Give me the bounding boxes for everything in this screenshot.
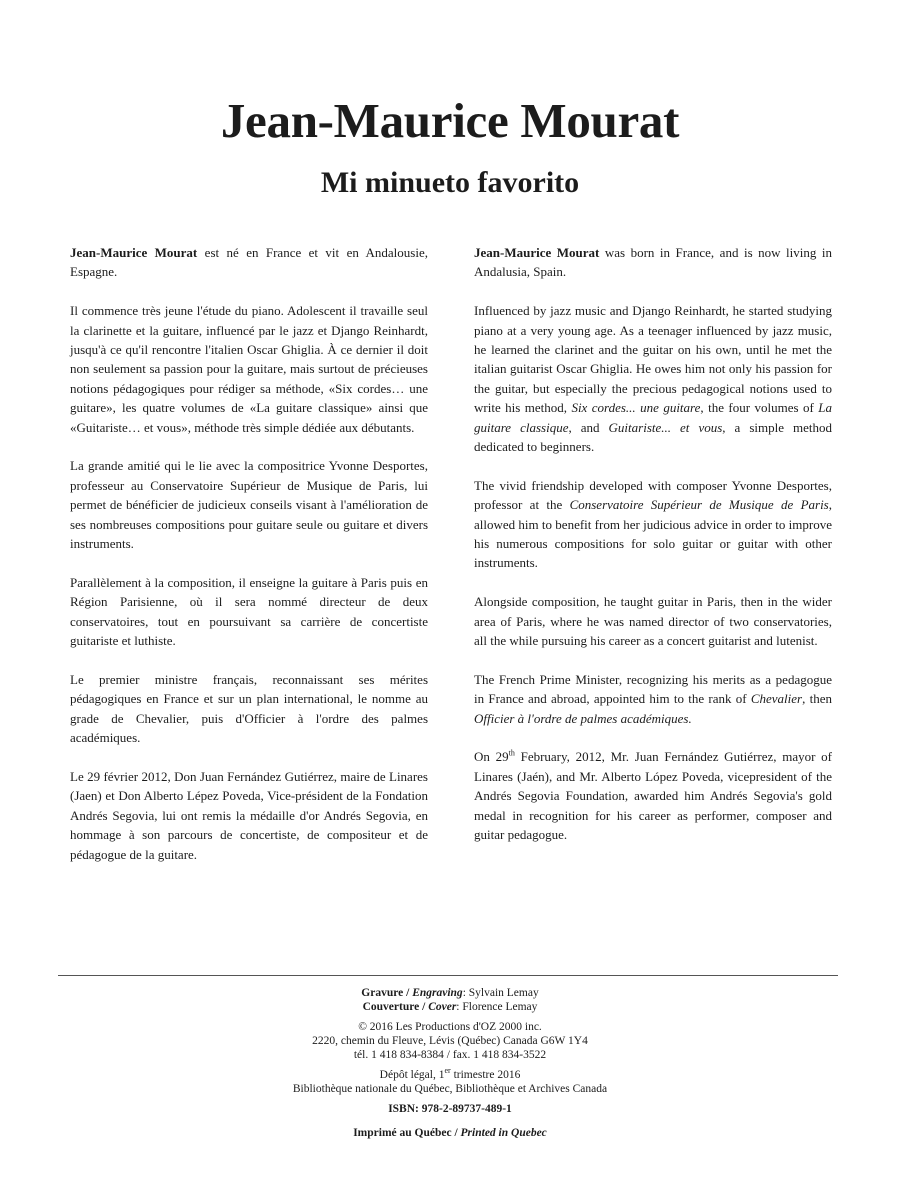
credits-block — [0, 986, 900, 1140]
french-paragraph-1: Jean-Maurice Mourat est né en France et vit en Andalousie, Espagne. — [70, 245, 428, 280]
english-paragraph-4: Alongside composition, he taught guitar in Paris, then in the wider area of Paris, where he was named director of two conservatories, all the while pursuing his career as a concert guitarist and lutenist. — [474, 594, 832, 649]
english-paragraph-3: The vivid friendship developed with composer Yvonne Desportes, professor at the Conservatoire Supérieur de Musique de Paris, allowed him to benefit from her judicious advice in order to improve his numerous compositions for solo guitar or guitar with other instruments. — [474, 477, 832, 571]
page-subtitle: Mi minueto favorito — [320, 166, 580, 199]
credits-divider — [58, 975, 838, 976]
engraving-credit: Gravure / Engraving: Sylvain Lemay — [361, 987, 539, 999]
english-author-name: Jean-Maurice Mourat — [474, 245, 600, 260]
french-paragraph-5: Le premier ministre français, reconnaissant ses mérites pédagogiques en France et sur un plan international, le nomme au grade de Chevalier, puis d'Officier à l'ordre des palmes académiques. — [70, 671, 428, 746]
publisher-address: 2220, chemin du Fleuve, Lévis (Québec) Canada G6W 1Y4 — [312, 1035, 588, 1047]
printed-in: Imprimé au Québec / Printed in Quebec — [353, 1127, 547, 1139]
french-author-name: Jean-Maurice Mourat — [70, 245, 198, 260]
french-paragraph-4: Parallèlement à la composition, il enseigne la guitare à Paris puis en Région Parisienne, où il sera nommé directeur de deux conservatoires, tout en poursuivant sa carrière de concertiste guitariste et luthiste. — [70, 574, 428, 649]
english-biography-column — [474, 243, 832, 864]
english-paragraph-5: The French Prime Minister, recognizing his merits as a pedagogue in France and abroad, appointed him to the rank of Chevalier, then Officier à l'ordre de palmes académiques. — [474, 671, 832, 726]
legal-deposit: Dépôt légal, 1er trimestre 2016 — [379, 1066, 521, 1081]
french-paragraph-2: Il commence très jeune l'étude du piano. Adolescent il travaille seul la clarinette et la guitare, influencé par le jazz et Django Reinhardt, jusqu'à ce qu'il rencontre l'italien Oscar Ghiglia. À ce dernier il doit non seulement sa passion pour la guitare, mais surtout de précieuses notions pédagogiques pour rédiger sa méthode, «Six cordes… une guitare», les quatre volumes de «La guitare classique» ainsi que «Guitariste… et vous», méthode très simple dédiée aux débutants. — [70, 303, 428, 435]
french-paragraph-3: La grande amitié qui le lie avec la compositrice Yvonne Desportes, professeur au Conservatoire Supérieur de Musique de Paris, lui permet de bénéficier de judicieux conseils visant à l'amélioration de ses nombreuses compositions pour guitare seule ou guitare et divers instruments. — [70, 458, 428, 552]
page-title: Jean-Maurice Mourat — [220, 93, 680, 148]
library-line: Bibliothèque nationale du Québec, Bibliothèque et Archives Canada — [292, 1083, 608, 1095]
french-paragraph-6: Le 29 février 2012, Don Juan Fernández Gutiérrez, maire de Linares (Jaen) et Don Alberto Lépez Poveda, Vice-président de la Fondation Andrés Segovia, lui ont remis la médaille d'or Andrés Segovia, en hommage à son parcours de concertiste, de compositeur et de pédagogue de la guitare. — [70, 768, 428, 862]
publisher-phone: tél. 1 418 834-8384 / fax. 1 418 834-3522 — [353, 1049, 547, 1061]
cover-credit: Couverture / Cover: Florence Lemay — [362, 1001, 538, 1013]
english-paragraph-2: Influenced by jazz music and Django Reinhardt, he started studying piano at a very young age. As a teenager influenced by jazz music, he learned the clarinet and the guitar on his own, until he met the italian guitarist Oscar Ghiglia. He owes him not only his passion for the guitar, but especially the precious pedagogical notions used to write his method, Six cordes... une guitare, the four volumes of La guitare classique, and Guitariste... et vous, a simple method dedicated to beginners. — [474, 303, 833, 455]
copyright-line: © 2016 Les Productions d'OZ 2000 inc. — [358, 1021, 542, 1033]
english-paragraph-6: On 29th February, 2012, Mr. Juan Fernández Gutiérrez, mayor of Linares (Jaén), and Mr. Alberto López Poveda, vicepresident of the Andrés Segovia Foundation, awarded him Andrés Segovia's gold medal in recognition for his career as performer, composer and guitar pedagogue. — [474, 749, 833, 843]
french-biography-column — [70, 243, 428, 883]
english-paragraph-1: Jean-Maurice Mourat was born in France, and is now living in Andalusia, Spain. — [474, 245, 832, 280]
isbn: ISBN: 978-2-89737-489-1 — [388, 1103, 512, 1115]
